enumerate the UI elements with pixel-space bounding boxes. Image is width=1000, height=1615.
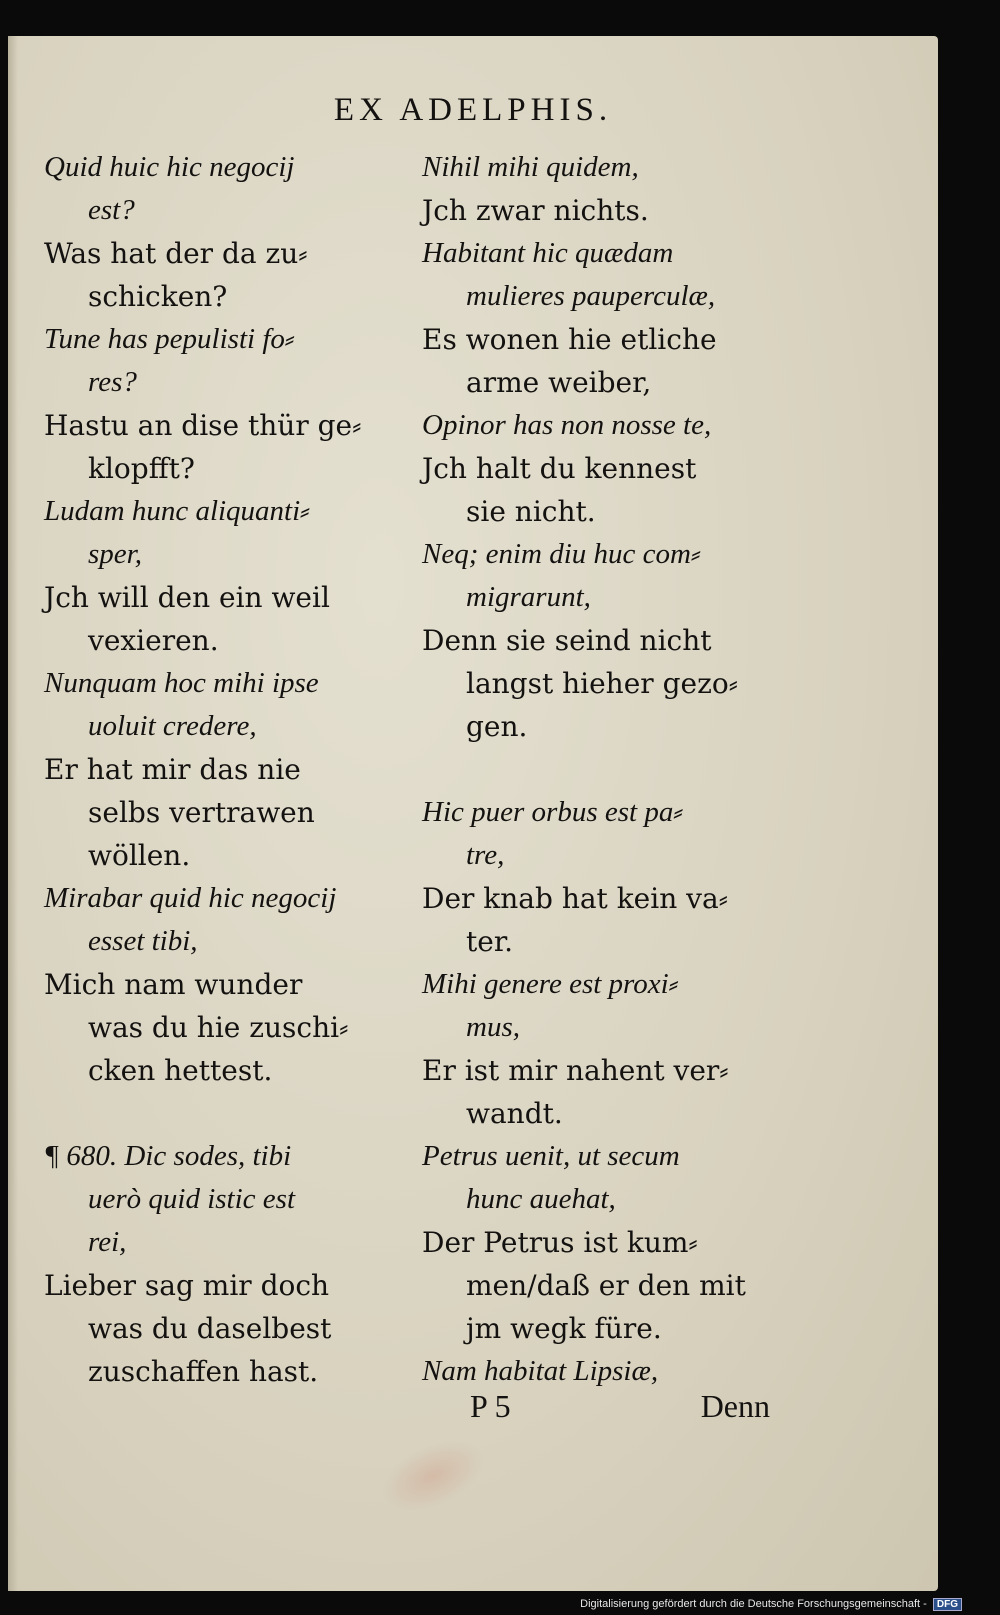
verse-line: Ludam hunc aliquanti⸗ [44, 495, 310, 527]
german-verse [44, 576, 396, 662]
verse-line: Mirabar quid hic negocij [44, 882, 337, 914]
verse-line: Mihi genere est proxi⸗ [422, 968, 679, 1000]
latin-verse [44, 318, 396, 404]
dfg-logo: DFG [933, 1598, 962, 1611]
verse-line: arme weiber, [466, 366, 652, 399]
verse-line: Denn sie seind nicht [422, 624, 712, 657]
verse-line: mulieres pauperculæ, [466, 280, 716, 312]
catchword: Denn [700, 1388, 770, 1424]
verse-line: vexieren. [88, 624, 219, 657]
latin-verse [44, 1135, 396, 1264]
german-verse [44, 748, 396, 877]
verse-line: esset tibi, [88, 925, 198, 957]
verse-line: Jch zwar nichts. [422, 194, 649, 227]
verse-line: rei, [88, 1226, 127, 1258]
verse-line: zuschaffen hast. [88, 1355, 319, 1388]
left-column [44, 146, 396, 1393]
latin-verse [422, 1135, 772, 1221]
german-verse [422, 877, 772, 963]
verse-line: langst hieher gezo⸗ [466, 667, 739, 700]
verse-line: Nihil mihi quidem, [422, 151, 639, 183]
signature-mark: P 5 [470, 1388, 511, 1424]
verse-line: Mich nam wunder [44, 968, 303, 1001]
verse-line: ¶ 680. Dic sodes, tibi [44, 1140, 292, 1172]
verse-line: Es wonen hie etliche [422, 323, 717, 356]
latin-verse [422, 232, 772, 318]
signature-line [470, 1388, 770, 1425]
latin-verse [44, 877, 396, 963]
verse-line: Jch halt du kennest [422, 452, 697, 485]
verse-line: tre, [466, 839, 505, 871]
verse-line: Der knab hat kein va⸗ [422, 882, 728, 915]
verse-line: mus, [466, 1011, 520, 1043]
latin-verse [44, 146, 396, 232]
verse-line: Petrus uenit, ut secum [422, 1140, 680, 1172]
verse-line: cken hettest. [88, 1054, 273, 1087]
verse-line: ter. [466, 925, 514, 958]
verse-line: sie nicht. [466, 495, 596, 528]
verse-line: est? [88, 194, 135, 226]
verse-line: uoluit credere, [88, 710, 257, 742]
running-head: EX ADELPHIS. [333, 92, 613, 128]
latin-verse [44, 662, 396, 748]
verse-line: Was hat der da zu⸗ [44, 237, 308, 270]
verse-line: wöllen. [88, 839, 191, 872]
verse-line: Opinor has non nosse te, [422, 409, 712, 441]
verse-line: Habitant hic quædam [422, 237, 674, 269]
verse-line: schicken? [88, 280, 228, 313]
verse-line: Er ist mir nahent ver⸗ [422, 1054, 729, 1087]
verse-line: Er hat mir das nie [44, 753, 301, 786]
page-gutter-shadow [8, 36, 18, 1591]
german-verse [422, 619, 772, 748]
column-gap [44, 1092, 396, 1135]
latin-verse [44, 490, 396, 576]
verse-line: was du hie zuschi⸗ [88, 1011, 349, 1044]
verse-line: Neq; enim diu huc com⸗ [422, 538, 701, 570]
verse-line: sper, [88, 538, 142, 570]
german-verse [422, 1049, 772, 1135]
verse-line: jm wegk füre. [466, 1312, 662, 1345]
verse-line: selbs vertrawen [88, 796, 315, 829]
verse-line: Quid huic hic negocij [44, 151, 295, 183]
verse-line: Hic puer orbus est pa⸗ [422, 796, 683, 828]
latin-verse [422, 146, 772, 189]
digitization-credit: Digitalisierung gefördert durch die Deutsche Forschungsgemeinschaft - DFG [580, 1598, 962, 1611]
latin-verse [422, 791, 772, 877]
latin-verse [422, 404, 772, 447]
german-verse [422, 1221, 772, 1350]
verse-line: Nam habitat Lipsiæ, [422, 1355, 659, 1387]
verse-line: migrarunt, [466, 581, 591, 613]
verse-line: klopfft? [88, 452, 195, 485]
latin-verse [422, 533, 772, 619]
latin-verse [422, 1350, 772, 1393]
verse-line: was du daselbest [88, 1312, 332, 1345]
german-verse [422, 447, 772, 533]
german-verse [44, 404, 396, 490]
verse-line: hunc auehat, [466, 1183, 616, 1215]
german-verse [44, 963, 396, 1092]
verse-line: wandt. [466, 1097, 563, 1130]
verse-line: Jch will den ein weil [44, 581, 330, 614]
column-gap [422, 748, 772, 791]
latin-verse [422, 963, 772, 1049]
right-column [422, 146, 772, 1393]
credit-text: Digitalisierung gefördert durch die Deutsche Forschungsgemeinschaft [580, 1598, 921, 1610]
german-verse [44, 1264, 396, 1393]
verse-line: res? [88, 366, 137, 398]
book-page [8, 36, 938, 1591]
german-verse [422, 318, 772, 404]
german-verse [44, 232, 396, 318]
paper-stain [370, 1426, 495, 1527]
verse-line: Hastu an dise thür ge⸗ [44, 409, 362, 442]
verse-line: Der Petrus ist kum⸗ [422, 1226, 698, 1259]
german-verse [422, 189, 772, 232]
verse-line: Lieber sag mir doch [44, 1269, 330, 1302]
verse-line: gen. [466, 710, 528, 743]
verse-line: Nunquam hoc mihi ipse [44, 667, 319, 699]
verse-line: Tune has pepulisti fo⸗ [44, 323, 295, 355]
verse-line: uerò quid istic est [88, 1183, 296, 1215]
verse-line: men/daß er den mit [466, 1269, 746, 1302]
